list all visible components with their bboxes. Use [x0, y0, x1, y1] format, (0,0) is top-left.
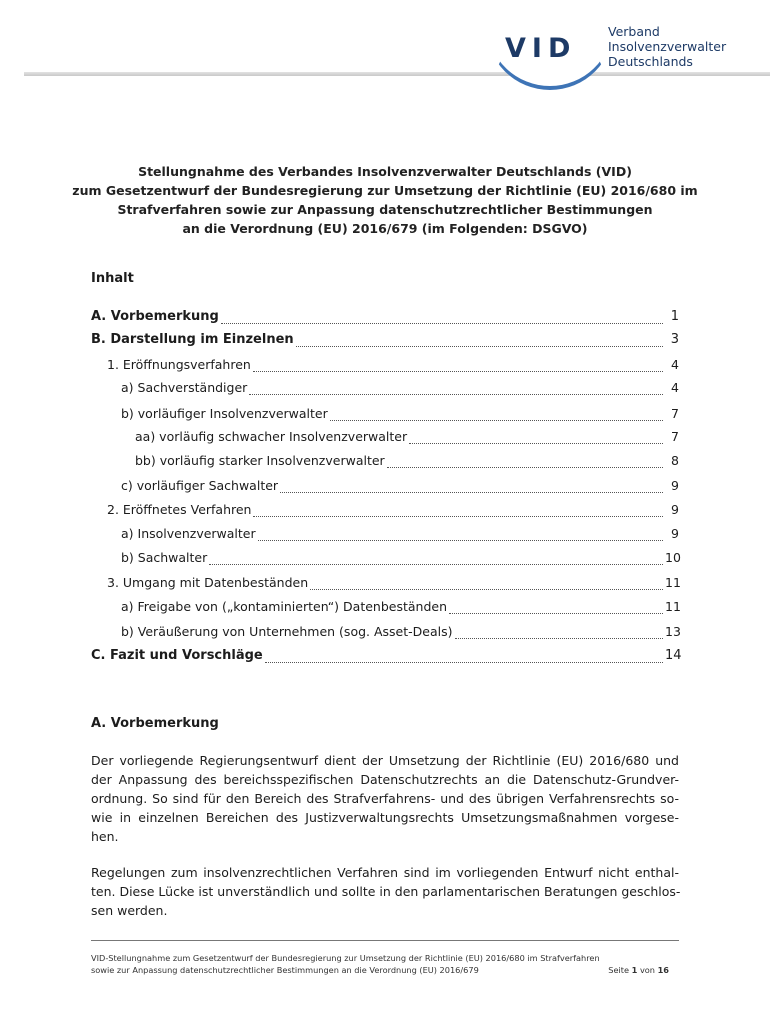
- logo-text: [608, 24, 726, 69]
- paragraph-line: der Anpassung des bereichsspezifischen Datenschutzrechts an die Datenschutz-Grundver-: [91, 772, 679, 787]
- footer-divider: [91, 940, 679, 941]
- toc-entry[interactable]: [107, 575, 679, 595]
- footer-text: sowie zur Anpassung datenschutzrechtlicher Bestimmungen an die Verordnung (EU) 2016/679: [91, 965, 479, 975]
- toc-page-number: 4: [671, 357, 679, 372]
- toc-entry-label: b) vorläufiger Insolvenzverwalter: [121, 406, 328, 421]
- toc-page-number: 13: [665, 624, 681, 639]
- toc-page-number: 9: [671, 526, 679, 541]
- toc-page-number: 11: [665, 599, 681, 614]
- toc-leader: [253, 370, 663, 372]
- page-footer: [91, 952, 679, 976]
- toc-entry[interactable]: [135, 429, 679, 449]
- logo-line: Insolvenzverwalter: [608, 39, 727, 54]
- toc-entry-label: aa) vorläufig schwacher Insolvenzverwalter: [135, 429, 408, 444]
- paragraph-line: wie in einzelnen Bereichen des Justizverwaltungsrechts Umsetzungsmaßnahmen vorgese-: [91, 810, 679, 825]
- toc-entry[interactable]: [91, 332, 679, 352]
- paragraph-line: sen werden.: [91, 903, 168, 918]
- toc-entry-label: A. Vorbemerkung: [91, 309, 219, 324]
- toc-page-number: 9: [671, 478, 679, 493]
- title-line: Strafverfahren sowie zur Anpassung datenschutzrechtlicher Bestimmungen: [117, 202, 653, 217]
- toc-leader: [296, 345, 663, 347]
- toc-leader: [280, 491, 663, 493]
- title-line: zum Gesetzentwurf der Bundesregierung zur Umsetzung der Richtlinie (EU) 2016/680 im: [72, 183, 698, 198]
- toc-page-number: 9: [671, 502, 679, 517]
- document-title: [60, 162, 710, 238]
- toc-entry[interactable]: [121, 406, 679, 426]
- toc-leader: [253, 515, 663, 517]
- paragraph: [91, 751, 679, 846]
- page-indicator: [608, 964, 679, 976]
- toc-entry-label: bb) vorläufig starker Insolvenzverwalter: [135, 453, 385, 468]
- toc-entry[interactable]: [107, 502, 679, 522]
- logo-mark: VID: [505, 33, 577, 64]
- title-line: an die Verordnung (EU) 2016/679 (im Folgenden: DSGVO): [182, 221, 588, 236]
- toc-page-number: 11: [665, 575, 681, 590]
- toc-entry-label: C. Fazit und Vorschläge: [91, 648, 263, 663]
- toc-page-number: 4: [671, 380, 679, 395]
- footer-text: VID-Stellungnahme zum Gesetzentwurf der Bundesregierung zur Umsetzung der Richtlinie (EU) 2016/680 im Strafverfahren: [91, 953, 600, 963]
- section-heading: A. Vorbemerkung: [91, 716, 219, 731]
- toc-leader: [258, 539, 663, 541]
- toc-leader: [310, 588, 663, 590]
- toc-entry[interactable]: [121, 599, 679, 619]
- toc-page-number: 1: [670, 309, 679, 324]
- toc-entry-label: b) Veräußerung von Unternehmen (sog. Asset-Deals): [121, 624, 453, 639]
- toc-page-number: 7: [671, 429, 679, 444]
- toc-entry[interactable]: [91, 648, 682, 668]
- toc-leader: [409, 442, 663, 444]
- toc-entry-label: B. Darstellung im Einzelnen: [91, 332, 294, 347]
- page-prefix: Seite: [608, 965, 630, 975]
- toc-leader: [209, 563, 663, 565]
- toc-page-number: 3: [670, 332, 679, 347]
- toc-entry[interactable]: [121, 526, 679, 546]
- paragraph-line: hen.: [91, 829, 119, 844]
- toc-entry[interactable]: [107, 357, 679, 377]
- page-current: 1: [631, 965, 638, 975]
- toc-entry-label: 2. Eröffnetes Verfahren: [107, 502, 252, 517]
- toc-page-number: 8: [671, 453, 679, 468]
- paragraph-line: ten. Diese Lücke ist unverständlich und sollte in den parlamentarischen Beratungen geschlos-: [91, 884, 681, 899]
- header-divider: [24, 72, 770, 76]
- toc-entry[interactable]: [121, 624, 679, 644]
- paragraph-line: Der vorliegende Regierungsentwurf dient der Umsetzung der Richtlinie (EU) 2016/680 und: [91, 753, 679, 768]
- toc-leader: [387, 466, 663, 468]
- toc-entry[interactable]: [121, 478, 679, 498]
- toc-entry[interactable]: [121, 380, 679, 400]
- toc-heading: Inhalt: [91, 271, 134, 286]
- toc-leader: [265, 661, 663, 663]
- toc-entry-label: 3. Umgang mit Datenbeständen: [107, 575, 309, 590]
- toc-entry-label: a) Sachverständiger: [121, 380, 248, 395]
- paragraph-line: Regelungen zum insolvenzrechtlichen Verfahren sind im vorliegenden Entwurf nicht enthal-: [91, 865, 679, 880]
- logo-line: Deutschlands: [608, 54, 693, 69]
- toc-entry-label: b) Sachwalter: [121, 550, 208, 565]
- toc-leader: [455, 637, 664, 639]
- toc-entry-label: a) Insolvenzverwalter: [121, 526, 256, 541]
- toc-leader: [249, 393, 663, 395]
- toc-page-number: 14: [665, 648, 682, 663]
- toc-page-number: 10: [665, 550, 681, 565]
- toc-leader: [449, 612, 663, 614]
- toc-entry-label: a) Freigabe von („kontaminierten“) Datenbeständen: [121, 599, 448, 614]
- toc-leader: [221, 322, 663, 324]
- logo-line: Verband: [608, 24, 660, 39]
- toc-leader: [330, 419, 663, 421]
- toc-entry-label: 1. Eröffnungsverfahren: [107, 357, 251, 372]
- paragraph: [91, 863, 679, 920]
- toc-entry[interactable]: [91, 309, 679, 329]
- page-total: 16: [657, 965, 669, 975]
- toc-entry-label: c) vorläufiger Sachwalter: [121, 478, 279, 493]
- paragraph-line: ordnung. So sind für den Bereich des Strafverfahrens- und des übrigen Verfahrensrechts so-: [91, 791, 679, 806]
- toc-page-number: 7: [671, 406, 679, 421]
- page-sep: von: [639, 965, 655, 975]
- toc-entry[interactable]: [121, 550, 679, 570]
- toc-entry[interactable]: [135, 453, 679, 473]
- title-line: Stellungnahme des Verbandes Insolvenzverwalter Deutschlands (VID): [138, 164, 632, 179]
